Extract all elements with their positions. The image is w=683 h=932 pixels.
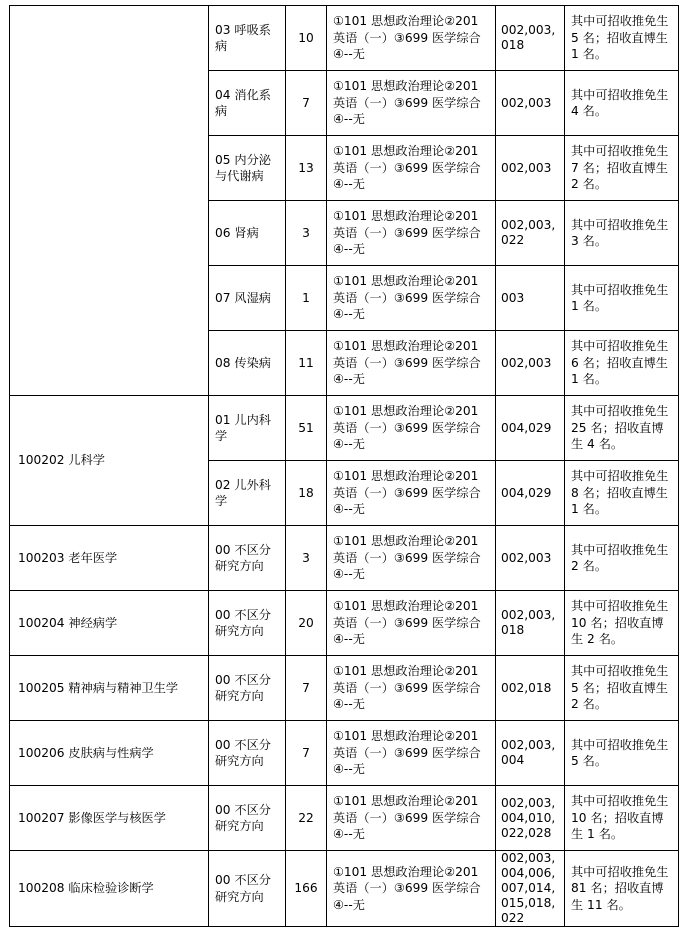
- codes-cell: 002,003,018: [496, 6, 565, 71]
- quota-cell: 20: [286, 591, 327, 656]
- codes-cell: 002,003,018: [496, 591, 565, 656]
- direction-cell: 06 肾病: [209, 201, 286, 266]
- quota-cell: 7: [286, 71, 327, 136]
- direction-cell: 01 儿内科学: [209, 396, 286, 461]
- note-cell: 其中可招收推免生 3 名。: [565, 201, 679, 266]
- exam-cell: ①101 思想政治理论②201 英语（一）③699 医学综合④--无: [327, 786, 496, 851]
- note-cell: 其中可招收推免生 5 名；招收直博生 2 名。: [565, 656, 679, 721]
- codes-cell: 004,029: [496, 396, 565, 461]
- codes-cell: 002,003,004: [496, 721, 565, 786]
- direction-cell: 00 不区分研究方向: [209, 721, 286, 786]
- codes-cell: 002,003: [496, 331, 565, 396]
- quota-cell: 3: [286, 201, 327, 266]
- note-cell: 其中可招收推免生 8 名；招收直博生 1 名。: [565, 461, 679, 526]
- direction-cell: 04 消化系病: [209, 71, 286, 136]
- major-cell: [10, 6, 209, 396]
- direction-cell: 00 不区分研究方向: [209, 851, 286, 927]
- exam-cell: ①101 思想政治理论②201 英语（一）③699 医学综合④--无: [327, 721, 496, 786]
- exam-cell: ①101 思想政治理论②201 英语（一）③699 医学综合④--无: [327, 71, 496, 136]
- quota-cell: 10: [286, 6, 327, 71]
- note-cell: 其中可招收推免生 1 名。: [565, 266, 679, 331]
- exam-cell: ①101 思想政治理论②201 英语（一）③699 医学综合④--无: [327, 526, 496, 591]
- codes-cell: 003: [496, 266, 565, 331]
- quota-cell: 3: [286, 526, 327, 591]
- quota-cell: 13: [286, 136, 327, 201]
- exam-cell: ①101 思想政治理论②201 英语（一）③699 医学综合④--无: [327, 6, 496, 71]
- direction-cell: 03 呼吸系病: [209, 6, 286, 71]
- note-cell: 其中可招收推免生 10 名；招收直博生 2 名。: [565, 591, 679, 656]
- exam-cell: ①101 思想政治理论②201 英语（一）③699 医学综合④--无: [327, 851, 496, 927]
- quota-cell: 1: [286, 266, 327, 331]
- codes-cell: 002,003: [496, 71, 565, 136]
- table-row: [10, 786, 679, 851]
- major-cell: 100205 精神病与精神卫生学: [10, 656, 209, 721]
- codes-cell: 002,003,004,006,007,014,015,018,022: [496, 851, 565, 927]
- quota-cell: 18: [286, 461, 327, 526]
- codes-cell: 004,029: [496, 461, 565, 526]
- exam-cell: ①101 思想政治理论②201 英语（一）③699 医学综合④--无: [327, 591, 496, 656]
- note-cell: 其中可招收推免生 6 名；招收直博生 1 名。: [565, 331, 679, 396]
- major-cell: 100204 神经病学: [10, 591, 209, 656]
- codes-cell: 002,003,022: [496, 201, 565, 266]
- direction-cell: 00 不区分研究方向: [209, 591, 286, 656]
- major-cell: 100206 皮肤病与性病学: [10, 721, 209, 786]
- quota-cell: 7: [286, 721, 327, 786]
- major-cell: 100203 老年医学: [10, 526, 209, 591]
- table-row: [10, 6, 679, 71]
- note-cell: 其中可招收推免生 25 名；招收直博生 4 名。: [565, 396, 679, 461]
- exam-cell: ①101 思想政治理论②201 英语（一）③699 医学综合④--无: [327, 136, 496, 201]
- codes-cell: 002,018: [496, 656, 565, 721]
- quota-cell: 166: [286, 851, 327, 927]
- table-row: [10, 396, 679, 461]
- direction-cell: 00 不区分研究方向: [209, 526, 286, 591]
- note-cell: 其中可招收推免生 5 名；招收直博生 1 名。: [565, 6, 679, 71]
- exam-cell: ①101 思想政治理论②201 英语（一）③699 医学综合④--无: [327, 656, 496, 721]
- codes-cell: 002,003: [496, 526, 565, 591]
- exam-cell: ①101 思想政治理论②201 英语（一）③699 医学综合④--无: [327, 266, 496, 331]
- quota-cell: 7: [286, 656, 327, 721]
- note-cell: 其中可招收推免生 2 名。: [565, 526, 679, 591]
- major-cell: 100208 临床检验诊断学: [10, 851, 209, 927]
- direction-cell: 00 不区分研究方向: [209, 656, 286, 721]
- quota-cell: 22: [286, 786, 327, 851]
- exam-cell: ①101 思想政治理论②201 英语（一）③699 医学综合④--无: [327, 461, 496, 526]
- major-cell: 100207 影像医学与核医学: [10, 786, 209, 851]
- note-cell: 其中可招收推免生 4 名。: [565, 71, 679, 136]
- table-row: [10, 591, 679, 656]
- exam-cell: ①101 思想政治理论②201 英语（一）③699 医学综合④--无: [327, 331, 496, 396]
- note-cell: 其中可招收推免生 7 名；招收直博生 2 名。: [565, 136, 679, 201]
- codes-cell: 002,003,004,010,022,028: [496, 786, 565, 851]
- direction-cell: 08 传染病: [209, 331, 286, 396]
- table-row: [10, 721, 679, 786]
- codes-cell: 002,003: [496, 136, 565, 201]
- quota-cell: 51: [286, 396, 327, 461]
- note-cell: 其中可招收推免生 5 名。: [565, 721, 679, 786]
- direction-cell: 05 内分泌与代谢病: [209, 136, 286, 201]
- table-row: [10, 851, 679, 927]
- quota-cell: 11: [286, 331, 327, 396]
- exam-cell: ①101 思想政治理论②201 英语（一）③699 医学综合④--无: [327, 201, 496, 266]
- direction-cell: 02 儿外科学: [209, 461, 286, 526]
- note-cell: 其中可招收推免生 81 名；招收直博生 11 名。: [565, 851, 679, 927]
- direction-cell: 07 风湿病: [209, 266, 286, 331]
- exam-cell: ①101 思想政治理论②201 英语（一）③699 医学综合④--无: [327, 396, 496, 461]
- table-row: [10, 526, 679, 591]
- note-cell: 其中可招收推免生 10 名；招收直博生 1 名。: [565, 786, 679, 851]
- direction-cell: 00 不区分研究方向: [209, 786, 286, 851]
- admission-table: [9, 5, 679, 927]
- major-cell: 100202 儿科学: [10, 396, 209, 526]
- table-row: [10, 656, 679, 721]
